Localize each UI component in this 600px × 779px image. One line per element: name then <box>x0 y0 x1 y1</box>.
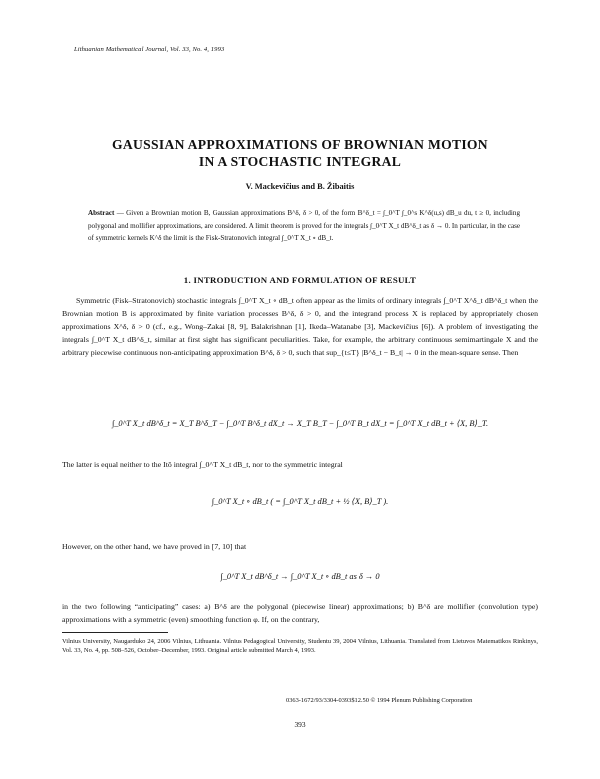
paper-title-line-1: GAUSSIAN APPROXIMATIONS OF BROWNIAN MOTION <box>112 137 488 152</box>
equation-3: ∫_0^T X_t dB^δ_t → ∫_0^T X_t ∘ dB_t as δ → 0 <box>220 572 380 581</box>
intro-paragraph: Symmetric (Fisk–Stratonovich) stochastic integrals ∫_0^T X_t ∘ dB_t often appear as the limits of ordinary integrals ∫_0^T X^δ_t dB^δ_t when the Brownian motion B is approximated by finite variation processes B^δ, δ > 0, and the integrand process X is replaced by appropriately chosen approximations X^δ, δ > 0 (cf., e.g., Wong–Zakai [8, 9], Balakrishnan [1], Ikeda–Watanabe [3], Mackevičius [6]). A problem of investigating the integrals ∫_0^T X_t dB^δ_t, similar at first sight has significant peculiarities. Take, for example, the arbitrary continuous semimartingale X and the arbitrary piecewise continuous non-anticipating approximation B^δ, δ > 0, such that sup_{t≤T} |B^δ_t − B_t| → 0 in the mean-square sense. Then <box>62 296 538 358</box>
paragraph-however: However, on the other hand, we have proved in [7, 10] that <box>62 542 247 551</box>
abstract: Abstract — Given a Brownian motion B, Gaussian approximations B^δ, δ > 0, of the form B^δ_t = ∫_0^T ∫_0^s K^δ(u,s) dB_u du, t ≥ 0, including polygonal and mollifier approximations, are considered. A limit theorem is proved for the integrals ∫_0^T X_t dB^δ_t as δ → 0. In particular, in the case of symmetric kernels K^δ the limit is the Fisk-Stratonovich integral ∫_0^T X_t ∘ dB_t. <box>88 209 520 243</box>
paper-title-line-2: IN A STOCHASTIC INTEGRAL <box>198 154 402 169</box>
abstract-label: Abstract <box>88 209 115 217</box>
equation-2: ∫_0^T X_t ∘ dB_t ( = ∫_0^T X_t dB_t + ½ ⟨X, B⟩_T ). <box>211 497 389 506</box>
equation-1: ∫_0^T X_t dB^δ_t = X_T B^δ_T − ∫_0^T B^δ_t dX_t → X_T B_T − ∫_0^T B_t dX_t = ∫_0^T X_t dB_t + ⟨X, B⟩_T. <box>111 419 489 428</box>
section-heading: 1. INTRODUCTION AND FORMULATION OF RESULT <box>183 275 417 285</box>
footnote: Vilnius University, Naugarduko 24, 2006 Vilnius, Lithuania. Vilnius Pedagogical University, Studentu 39, 2004 Vilnius, Lithuania. Translated from Lietuvos Matematikos Rinkinys, Vol. 33, No. 4, pp. 508–526, October–December, 1993. Original article submitted March 4, 1993. <box>62 638 538 655</box>
paragraph-anticipating-cases: in the two following “anticipating” cases: a) B^δ are the polygonal (piecewise linear) approximations; b) B^δ are mollifier (convolution type) approximations with a symmetric (even) smoothing function φ. If, on the contrary, <box>62 602 538 625</box>
paragraph-ito-comparison: The latter is equal neither to the Itô integral ∫_0^T X_t dB_t, nor to the symmetric integral <box>62 460 343 469</box>
page-number: 393 <box>294 720 306 729</box>
abstract-text: Given a Brownian motion B, Gaussian approximations B^δ, δ > 0, of the form B^δ_t = ∫_0^T ∫_0^s K^δ(u,s) dB_u du, t ≥ 0, including polygonal and mollifier approximations, are considered. A limit theorem is proved for the integrals ∫_0^T X_t dB^δ_t as δ → 0. In particular, in the case of symmetric kernels K^δ the limit is the Fisk-Stratonovich integral ∫_0^T X_t ∘ dB_t. <box>88 209 520 243</box>
footnote-rule <box>62 632 168 633</box>
authors: V. Mackevičius and B. Žibaitis <box>245 182 355 191</box>
copyright-code-line: 0363-1672/93/3304-0393$12.50 © 1994 Plenum Publishing Corporation <box>286 697 473 704</box>
journal-header: Lithuanian Mathematical Journal, Vol. 33, No. 4, 1993 <box>74 46 225 53</box>
